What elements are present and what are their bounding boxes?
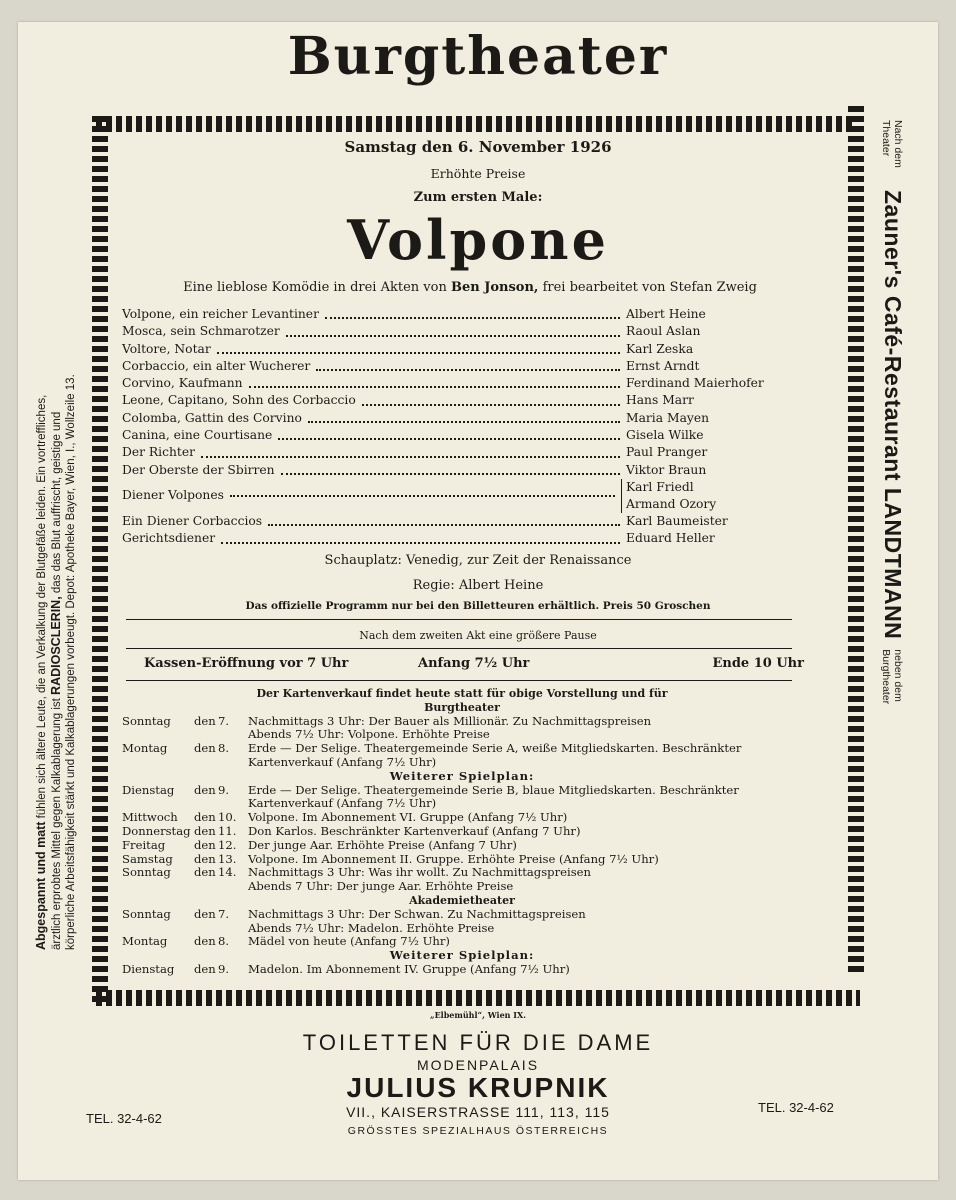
- schedule-date: 14.: [218, 865, 237, 880]
- schedule-row: [122, 784, 802, 812]
- schedule: [122, 687, 802, 977]
- ad-line-3: körperliche Arbeitsfähigkeit stärkt und Kalkablagerungen vorbeugt. Depot: Apotheke Bayer, Wien, I., Wollzeile 13.: [65, 374, 77, 950]
- cast-role: Gerichtsdiener: [122, 531, 216, 546]
- cast-row: [122, 444, 762, 461]
- schedule-day: [122, 728, 194, 742]
- schedule-row: [122, 825, 802, 839]
- theater-title: Burgtheater: [287, 26, 669, 87]
- ad-toiletten: TOILETTEN FÜR DIE DAME: [302, 1030, 654, 1055]
- ad-right-main: Zauner's Café-Restaurant LANDTMANN: [880, 190, 906, 640]
- schedule-date: 11.: [218, 823, 237, 838]
- divider-2: [126, 648, 792, 649]
- divider-1: [126, 619, 792, 620]
- schedule-den: den: [194, 934, 216, 949]
- pause-note: Nach dem zweiten Akt eine größere Pause: [359, 629, 597, 642]
- scene-note: Schauplatz: Venedig, zur Zeit der Renaissance: [324, 553, 632, 568]
- schedule-text: Mädel von heute (Anfang 7½ Uhr): [248, 934, 450, 949]
- divider-3: [126, 680, 792, 681]
- cast-dots: [268, 524, 620, 526]
- schedule-den: den: [194, 782, 216, 797]
- start-time: Anfang 7½ Uhr: [418, 656, 530, 671]
- schedule-day: Dienstag: [122, 961, 175, 976]
- ad-modenpalais: MODENPALAIS: [416, 1057, 540, 1073]
- schedule-date: 9.: [218, 961, 230, 976]
- subtitle-pre: Eine lieblose Komödie in drei Akten von: [183, 280, 451, 295]
- schedule-text: Erde — Der Selige. Theatergemeinde Serie A, weiße Mitgliedskarten. Beschränkter Kartenverkauf (Anfang 7½ Uhr): [248, 741, 742, 769]
- cast-actor: Karl Zeska: [626, 341, 694, 356]
- cast-dots: [308, 421, 620, 423]
- schedule-day: Dienstag: [122, 782, 175, 797]
- schedule-den: den: [194, 961, 216, 976]
- schedule-den: den: [194, 837, 216, 852]
- cast-row: [122, 392, 762, 409]
- cast-actor: Ernst Arndt: [626, 358, 700, 373]
- cast-role: Canina, eine Courtisane: [122, 428, 273, 443]
- schedule-day: Mittwoch: [122, 810, 178, 825]
- play-subtitle: [130, 280, 810, 295]
- schedule-day: Montag: [122, 741, 168, 756]
- schedule-day: Montag: [122, 934, 168, 949]
- schedule-text: Abends 7½ Uhr: Volpone. Erhöhte Preise: [248, 727, 490, 742]
- ad-line-1: fühlen sich ältere Leute, die an Verkalkung der Blutgefäße leiden. Ein vortreffliches,: [36, 394, 48, 822]
- ad-right-small-bottom: neben dem Burgtheater: [880, 649, 905, 705]
- schedule-date: 12.: [218, 837, 237, 852]
- cast-role: Colomba, Gattin des Corvino: [122, 410, 302, 425]
- schedule-text: Madelon. Im Abonnement IV. Gruppe (Anfang 7½ Uhr): [248, 961, 570, 976]
- cast-dots: [217, 352, 620, 354]
- cast-actor: Ferdinand Maierhofer: [626, 376, 764, 391]
- cast-role: Leone, Capitano, Sohn des Corbaccio: [122, 393, 356, 408]
- cast-actor: Viktor Braun: [626, 462, 707, 477]
- cast-actor: Karl Friedl: [626, 479, 694, 494]
- cast-role: Mosca, sein Schmarotzer: [122, 324, 280, 339]
- ad-product: RADIOSCLERIN,: [49, 596, 63, 695]
- cast-actors-diener: [621, 479, 762, 513]
- schedule-date: 13.: [218, 851, 237, 866]
- program-note: Das offizielle Programm nur bei den Billetteuren erhältlich. Preis 50 Groschen: [245, 600, 711, 612]
- cast-row: [122, 375, 762, 392]
- box-office-time: Kassen-Eröffnung vor 7 Uhr: [144, 656, 349, 671]
- cast-actor: Hans Marr: [626, 393, 694, 408]
- end-time: Ende 10 Uhr: [712, 656, 804, 671]
- schedule-date: 8.: [218, 934, 230, 949]
- price-note: Erhöhte Preise: [430, 166, 526, 181]
- cast-actor: Eduard Heller: [626, 531, 715, 546]
- further-heading-2: Weiterer Spielplan:: [389, 948, 535, 963]
- schedule-day: Sonntag: [122, 713, 171, 728]
- schedule-text: Volpone. Im Abonnement II. Gruppe. Erhöhte Preise (Anfang 7½ Uhr): [248, 851, 659, 866]
- schedule-den: [194, 728, 218, 742]
- schedule-day: Sonntag: [122, 865, 171, 880]
- play-title: Volpone: [347, 208, 609, 272]
- printer-credit: „Elbemühl“, Wien IX.: [429, 1010, 527, 1020]
- cast-list: [122, 306, 762, 548]
- schedule-den: den: [194, 865, 216, 880]
- schedule-date: [218, 880, 248, 894]
- ad-tagline: GRÖSSTES SPEZIALHAUS ÖSTERREICHS: [347, 1125, 609, 1137]
- schedule-day: [122, 922, 194, 936]
- cast-row-diener: [122, 479, 762, 513]
- cast-dots: [249, 386, 620, 388]
- ad-bold-lead: Abgespannt und matt: [34, 821, 48, 950]
- schedule-text: Nachmittags 3 Uhr: Der Bauer als Millionär. Zu Nachmittagspreisen: [248, 713, 652, 728]
- cast-row: [122, 323, 762, 340]
- cast-dots: [325, 317, 620, 319]
- schedule-row: [122, 715, 802, 729]
- schedule-text: Erde — Der Selige. Theatergemeinde Serie B, blaue Mitgliedskarten. Beschränkter Kartenverkauf (Anfang 7½ Uhr): [248, 782, 739, 811]
- cast-row: [122, 530, 762, 547]
- schedule-row: [122, 839, 802, 853]
- schedule-den: den: [194, 810, 216, 825]
- cast-dots: [281, 473, 620, 475]
- schedule-day: [122, 880, 194, 894]
- cast-role: Der Oberste der Sbirren: [122, 462, 275, 477]
- cast-actor: Raoul Aslan: [626, 324, 701, 339]
- cast-row: [122, 410, 762, 427]
- schedule-den: den: [194, 906, 216, 921]
- cast-dots: [286, 335, 620, 337]
- schedule-text: Volpone. Im Abonnement VI. Gruppe (Anfang 7½ Uhr): [248, 810, 568, 825]
- cast-row: [122, 306, 762, 323]
- schedule-date: 9.: [218, 782, 230, 797]
- schedule-day: Samstag: [122, 851, 173, 866]
- cast-dots: [362, 404, 620, 406]
- cast-role: Volpone, ein reicher Levantiner: [122, 307, 319, 321]
- cast-actor: Albert Heine: [626, 307, 706, 321]
- schedule-date: [218, 728, 248, 742]
- frame-top: [96, 116, 854, 132]
- ad-line-2a: ärztlich erprobtes Mittel gegen Kalkablagerung ist: [51, 694, 63, 950]
- cast-role: Der Richter: [122, 445, 196, 460]
- ad-right-small-top: Nach dem Theater: [880, 120, 905, 168]
- schedule-row: [122, 908, 802, 922]
- sales-note: Der Kartenverkauf findet heute statt für obige Vorstellung und für: [256, 687, 668, 700]
- schedule-den: [194, 922, 218, 936]
- schedule-date: [218, 922, 248, 936]
- schedule-day: Sonntag: [122, 906, 171, 921]
- schedule-text: Nachmittags 3 Uhr: Was ihr wollt. Zu Nachmittagspreisen: [248, 865, 591, 880]
- director-note: Regie: Albert Heine: [412, 578, 544, 593]
- schedule-den: den: [194, 713, 216, 728]
- cast-actor: Paul Pranger: [626, 445, 708, 460]
- cast-row: [122, 462, 762, 479]
- cast-dots: [316, 369, 620, 371]
- schedule-row: [122, 853, 802, 867]
- cast-dots: [221, 542, 620, 544]
- akademietheater-heading: Akademietheater: [409, 893, 515, 907]
- cast-actor: Armand Ozory: [626, 496, 717, 511]
- schedule-den: den: [194, 823, 216, 838]
- subtitle-post: frei bearbeitet von Stefan Zweig: [538, 280, 757, 295]
- cast-role: Voltore, Notar: [122, 341, 211, 356]
- schedule-row: [122, 742, 802, 770]
- schedule-text: Don Karlos. Beschränkter Kartenverkauf (Anfang 7 Uhr): [248, 823, 581, 838]
- cast-row: [122, 358, 762, 375]
- cast-row: [122, 341, 762, 358]
- cast-dots: [201, 456, 620, 458]
- schedule-date: 8.: [218, 741, 230, 756]
- further-heading-1: Weiterer Spielplan:: [389, 768, 535, 783]
- subtitle-author: Ben Jonson,: [450, 280, 539, 295]
- performance-date: Samstag den 6. November 1926: [344, 138, 612, 156]
- schedule-text: Abends 7 Uhr: Der junge Aar. Erhöhte Preise: [248, 879, 514, 894]
- schedule-date: 7.: [218, 713, 230, 728]
- schedule-row: [122, 866, 802, 880]
- schedule-den: den: [194, 851, 216, 866]
- ad-line-2b: das das Blut auffrischt, geistige und: [51, 411, 63, 597]
- cast-actor: Maria Mayen: [626, 410, 710, 425]
- cast-role: Corbaccio, ein alter Wucherer: [122, 358, 311, 373]
- schedule-date: 7.: [218, 906, 230, 921]
- schedule-row: [122, 922, 802, 936]
- cast-role: Corvino, Kaufmann: [122, 376, 243, 391]
- cast-dots: [230, 495, 615, 497]
- cast-row: [122, 427, 762, 444]
- frame-bottom: [96, 990, 860, 1006]
- ad-address: VII., KAISERSTRASSE 111, 113, 115: [346, 1104, 610, 1120]
- schedule-day: Freitag: [122, 837, 166, 852]
- schedule-text: Nachmittags 3 Uhr: Der Schwan. Zu Nachmittagspreisen: [248, 906, 586, 921]
- schedule-row: [122, 963, 802, 977]
- schedule-row: [122, 811, 802, 825]
- schedule-day: Donnerstag: [122, 823, 191, 838]
- schedule-text: Der junge Aar. Erhöhte Preise (Anfang 7 Uhr): [248, 837, 517, 852]
- tel-right: TEL. 32-4-62: [758, 1100, 834, 1115]
- tel-left: TEL. 32-4-62: [86, 1111, 162, 1126]
- schedule-den: den: [194, 741, 216, 756]
- schedule-text: Abends 7½ Uhr: Madelon. Erhöhte Preise: [248, 920, 495, 935]
- schedule-row: [122, 880, 802, 894]
- schedule-row: [122, 935, 802, 949]
- cast-actor: Karl Baumeister: [626, 513, 728, 528]
- schedule-date: 10.: [218, 810, 237, 825]
- premiere-note: Zum ersten Male:: [413, 190, 543, 205]
- cast-dots: [278, 438, 620, 440]
- ad-krupnik: JULIUS KRUPNIK: [346, 1072, 610, 1103]
- schedule-row: [122, 728, 802, 742]
- cast-actor: Gisela Wilke: [626, 428, 704, 443]
- burgtheater-heading: Burgtheater: [424, 700, 500, 714]
- cast-row: [122, 513, 762, 530]
- cast-role: Ein Diener Corbaccios: [122, 513, 263, 528]
- schedule-den: [194, 880, 218, 894]
- cast-role: Diener Volpones: [122, 488, 224, 503]
